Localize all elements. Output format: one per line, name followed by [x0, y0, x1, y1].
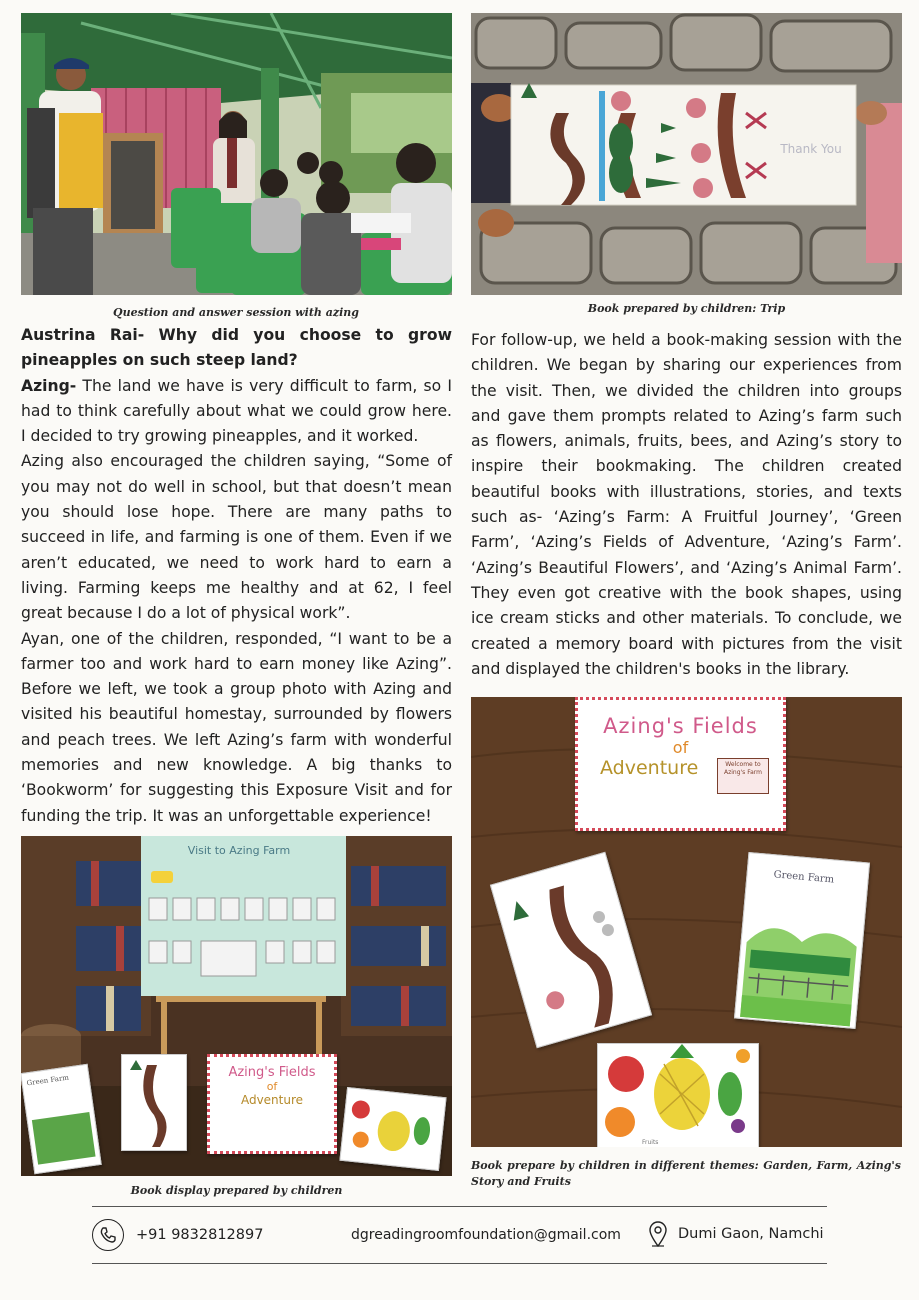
- answer-text: The land we have is very difficult to farm, so I had to think carefully about what we could grow here. I decided to try growing pineapples, and it worked.: [21, 376, 452, 446]
- ayan-paragraph: Ayan, one of the children, responded, “I want to be a farmer too and work hard to earn money like Azing”. Before we left, we took a group photo with Azing and visited his beautiful homestay, surrounded by flowers and peach trees. We left Azing’s farm with wonderful memories and new knowledge. A big thanks to ‘Bookworm’ for suggesting this Exposure Visit and for funding the trip. It was an unforgettable experience!: [21, 629, 452, 825]
- trip-book-caption: Book prepared by children: Trip: [587, 302, 786, 315]
- display-book-fruits-art: [341, 1088, 446, 1170]
- book-fields-line3: Adventure: [600, 757, 699, 779]
- display-book-fields-line1: Azing's Fields: [228, 1065, 316, 1080]
- book-green-farm-title: Green Farm: [773, 869, 835, 886]
- book-fields-signpost-text: Welcome to Azing's Farm: [724, 761, 762, 776]
- book-fields-of-adventure: [575, 697, 786, 831]
- display-book-fruits: [339, 1087, 446, 1171]
- trip-book-illustration: [471, 13, 902, 295]
- themes-books-photo: [471, 697, 902, 1147]
- footer-top-rule: [92, 1206, 827, 1207]
- location-pin-icon: [648, 1221, 668, 1247]
- library-display-caption: Book display prepared by children: [130, 1184, 343, 1197]
- footer-phone[interactable]: [92, 1218, 263, 1252]
- footer-email[interactable]: dgreadingroomfoundation@gmail.com: [351, 1227, 621, 1243]
- display-book-green-farm: [21, 1064, 102, 1174]
- display-book-fields-line2: of: [266, 1080, 278, 1093]
- book-green-farm: [734, 852, 870, 1029]
- question-speaker: Austrina Rai-: [21, 326, 145, 344]
- display-book-river: [121, 1054, 187, 1151]
- qa-session-caption: Question and answer session with azing: [113, 306, 359, 319]
- book-fields-line2: of: [672, 738, 689, 757]
- answer-speaker: Azing-: [21, 376, 77, 395]
- question-text: Why did you choose to grow pineapples on such steep land?: [21, 326, 452, 370]
- book-fields-line1: Azing's Fields: [603, 714, 758, 738]
- encourage-paragraph: Azing also encouraged the children saying, “Some of you may not do well in school, but that doesn’t mean you should lose hope. There are many paths to succeed in life, and farming is one of them. Even if we aren’t educated, we need to work hard to earn a living. Farming keeps me healthy and at 62, I feel great because I do a lot of physical work”.: [21, 452, 452, 623]
- left-text-column: [21, 323, 452, 829]
- qa-session-illustration: [21, 13, 452, 295]
- library-display-photo: [21, 836, 452, 1176]
- trip-book-photo: [471, 13, 902, 295]
- footer-address: [648, 1220, 824, 1248]
- themes-books-caption: Book prepare by children in different themes: Garden, Farm, Azing's Story and Fruits: [471, 1159, 901, 1188]
- book-green-farm-art: [735, 897, 865, 1027]
- trip-book-text: Thank You: [780, 142, 842, 156]
- footer-phone-number: +91 9832812897: [136, 1227, 264, 1243]
- footer-address-text: Dumi Gaon, Namchi: [678, 1226, 824, 1242]
- right-text-column: [471, 328, 902, 682]
- display-book-green-farm-title: Green Farm: [26, 1073, 70, 1088]
- book-fruits-text: Fruits: [642, 1139, 659, 1146]
- book-fruits: [597, 1043, 759, 1147]
- book-fruits-art: [598, 1044, 758, 1147]
- qa-session-photo: [21, 13, 452, 295]
- board-title: Visit to Azing Farm: [187, 844, 291, 857]
- display-book-fields: [207, 1054, 337, 1154]
- book-fields-signpost: [717, 758, 769, 794]
- question-paragraph: [21, 323, 452, 374]
- display-book-fields-line3: Adventure: [240, 1093, 304, 1107]
- answer-paragraph: [21, 374, 452, 450]
- followup-paragraph: For follow-up, we held a book-making session with the children. We began by sharing our experiences from the visit. Then, we divided the children into groups and gave them prompts related to Azing’s farm such as flowers, animals, fruits, bees, and Azing’s story to inspire their bookmaking. The children created beautiful books with illustrations, stories, and texts such as- ‘Azing’s Farm: A Fruitful Journey’, ‘Green Farm’, ‘Azing’s Fields of Adventure, ‘Azing’s Farm’. ‘Azing’s Beautiful Flowers’, and ‘Azing’s Animal Farm’. They even got creative with the book shapes, using ice cream sticks and other materials. To conclude, we created a memory board with pictures from the visit and displayed the children's books in the library.: [471, 331, 902, 678]
- phone-icon: [92, 1219, 124, 1251]
- footer-bottom-rule: [92, 1263, 827, 1264]
- display-book-river-art: [122, 1055, 186, 1150]
